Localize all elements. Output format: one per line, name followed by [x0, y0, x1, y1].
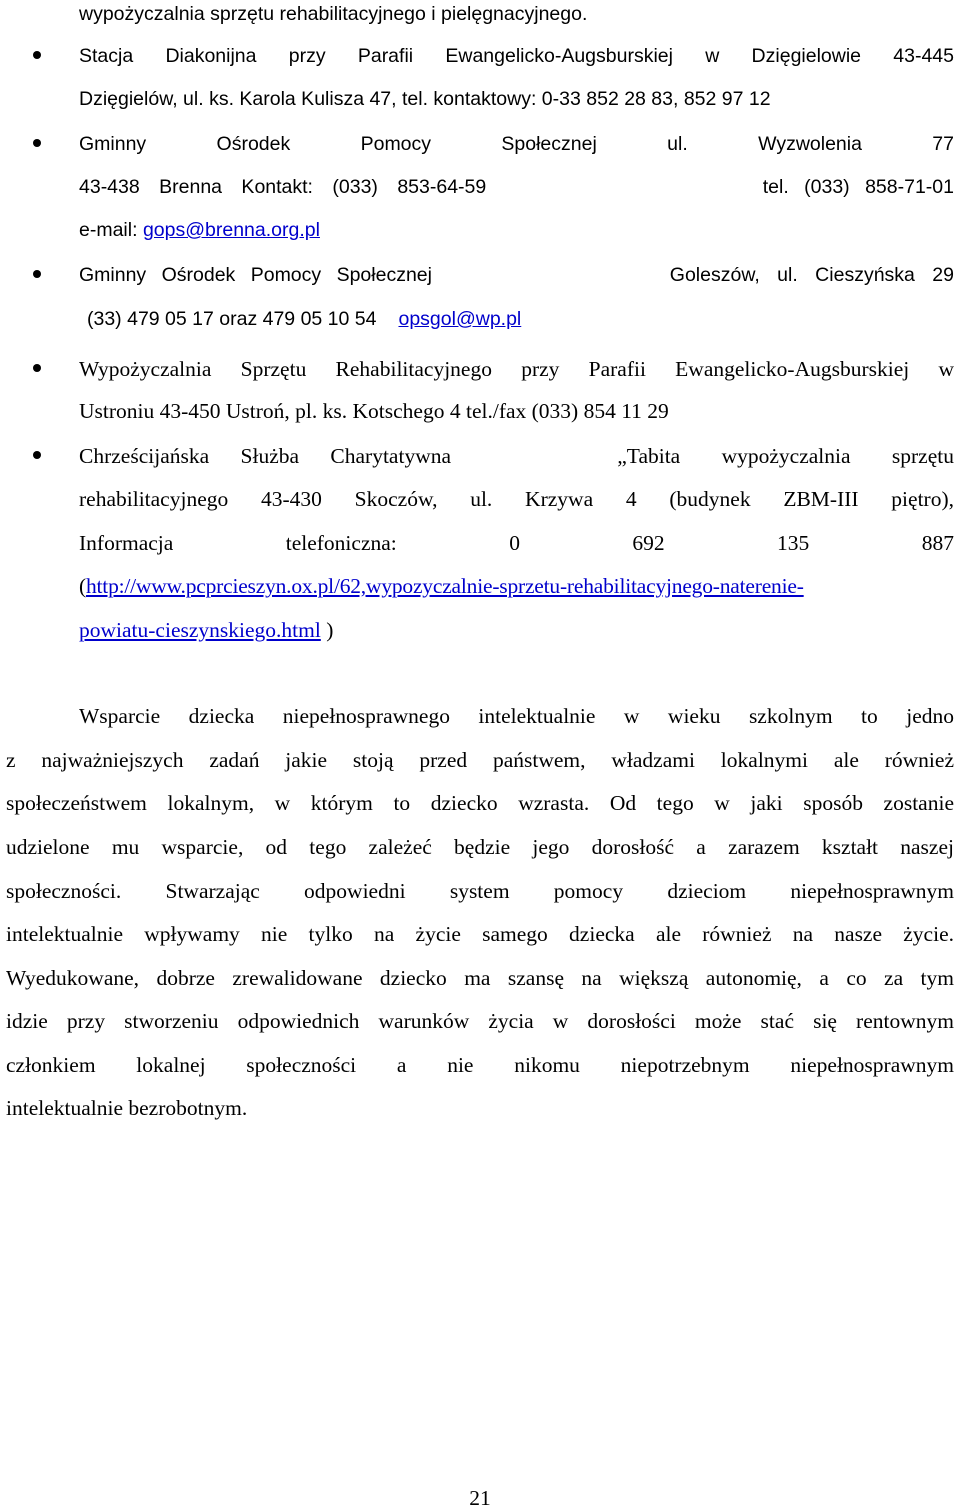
paragraph-line-10: intelektualnie bezrobotnym.	[6, 1096, 248, 1120]
paragraph-line-5: społeczności. Stwarzając odpowiedni system pomocy dzieciom niepełnosprawnym	[6, 879, 954, 903]
paragraph-line-9: członkiem lokalnej społeczności a nie nikomu niepotrzebnym niepełnosprawnym	[6, 1053, 954, 1077]
list-item-4-line-2: Ustroniu 43-450 Ustroń, pl. ks. Kotschego 4 tel./fax (033) 854 11 29	[79, 399, 669, 423]
bullet-icon	[33, 364, 41, 372]
list-item-3-line-1	[79, 261, 954, 289]
list-item-5-line-3: Informacja telefoniczna: 0 692 135 887	[79, 531, 954, 555]
contact-tel-text: tel. (033) 858-71-01	[762, 176, 954, 198]
organization-name: Chrześcijańska Służba Charytatywna	[79, 444, 452, 468]
list-item-2-line-3	[79, 216, 954, 244]
paragraph-line-3: społeczeństwem lokalnym, w którym to dziecko wzrasta. Od tego w jaki sposób zostanie	[6, 791, 954, 815]
email-link[interactable]: gops@brenna.org.pl	[142, 219, 320, 241]
paragraph-line-4: udzielone mu wsparcie, od tego zależeć będzie jego dorosłość a zarazem kształt naszej	[6, 835, 954, 859]
list-item-1-line-1: Stacja Diakonijna przy Parafii Ewangelicko-Augsburskiej w Dzięgielowie 43-445	[79, 45, 954, 67]
list-item-2-line-1: Gminny Ośrodek Pomocy Społecznej ul. Wyzwolenia 77	[79, 133, 954, 155]
list-item-1-line-2: Dzięgielów, ul. ks. Karola Kulisza 47, tel. kontaktowy: 0-33 852 28 83, 852 97 12	[79, 88, 771, 110]
bullet-icon	[33, 51, 41, 59]
paragraph-line-1: Wsparcie dziecka niepełnosprawnego intelektualnie w wieku szkolnym to jedno	[79, 704, 954, 728]
list-item-5-line-1	[79, 442, 954, 470]
list-continuation-line: wypożyczalnia sprzętu rehabilitacyjnego i pielęgnacyjnego.	[79, 3, 588, 25]
paragraph-line-2: z najważniejszych zadań jakie stoją przed państwem, władzami lokalnymi ale również	[6, 748, 954, 772]
page-number: 21	[469, 1486, 491, 1510]
list-item-5-line-2: rehabilitacyjnego 43-430 Skoczów, ul. Krzywa 4 (budynek ZBM-III piętro),	[79, 487, 954, 511]
bullet-icon	[33, 451, 41, 459]
phone-numbers: (33) 479 05 17 oraz 479 05 10 54	[87, 308, 377, 330]
organization-name: Gminny Ośrodek Pomocy Społecznej	[79, 264, 432, 286]
bullet-icon	[33, 139, 41, 147]
list-item-4-line-1: Wypożyczalnia Sprzętu Rehabilitacyjnego przy Parafii Ewangelicko-Augsburskiej w	[79, 357, 954, 381]
bullet-icon	[33, 270, 41, 278]
url-link-part-1[interactable]: http://www.pcprcieszyn.ox.pl/62,wypozyczalnie-sprzetu-rehabilitacyjnego-naterenie-	[85, 574, 804, 598]
service-description: „Tabita wypożyczalnia sprzętu	[617, 444, 954, 468]
list-item-5-line-4	[79, 572, 954, 600]
paragraph-line-8: idzie przy stworzeniu odpowiednich warunków życia w dorosłości może stać się rentownym	[6, 1009, 954, 1033]
contact-phone-text: 43-438 Brenna Kontakt: (033) 853-64-59	[79, 176, 487, 198]
organization-address: Goleszów, ul. Cieszyńska 29	[669, 264, 954, 286]
paragraph-line-6: intelektualnie wpływamy nie tylko na życie samego dziecka ale również na nasze życie.	[6, 922, 954, 946]
open-paren: (	[79, 574, 86, 598]
list-item-2-line-2	[79, 173, 954, 201]
list-item-5-line-5	[79, 616, 954, 644]
paragraph-line-7: Wyedukowane, dobrze zrewalidowane dziecko ma szansę na większą autonomię, a co za tym	[6, 966, 954, 990]
close-paren: )	[320, 618, 334, 642]
list-item-3-line-2	[87, 305, 954, 333]
email-label: e-mail:	[79, 219, 143, 241]
email-link[interactable]: opsgol@wp.pl	[398, 308, 522, 330]
url-link-part-2[interactable]: powiatu-cieszynskiego.html	[79, 618, 321, 642]
